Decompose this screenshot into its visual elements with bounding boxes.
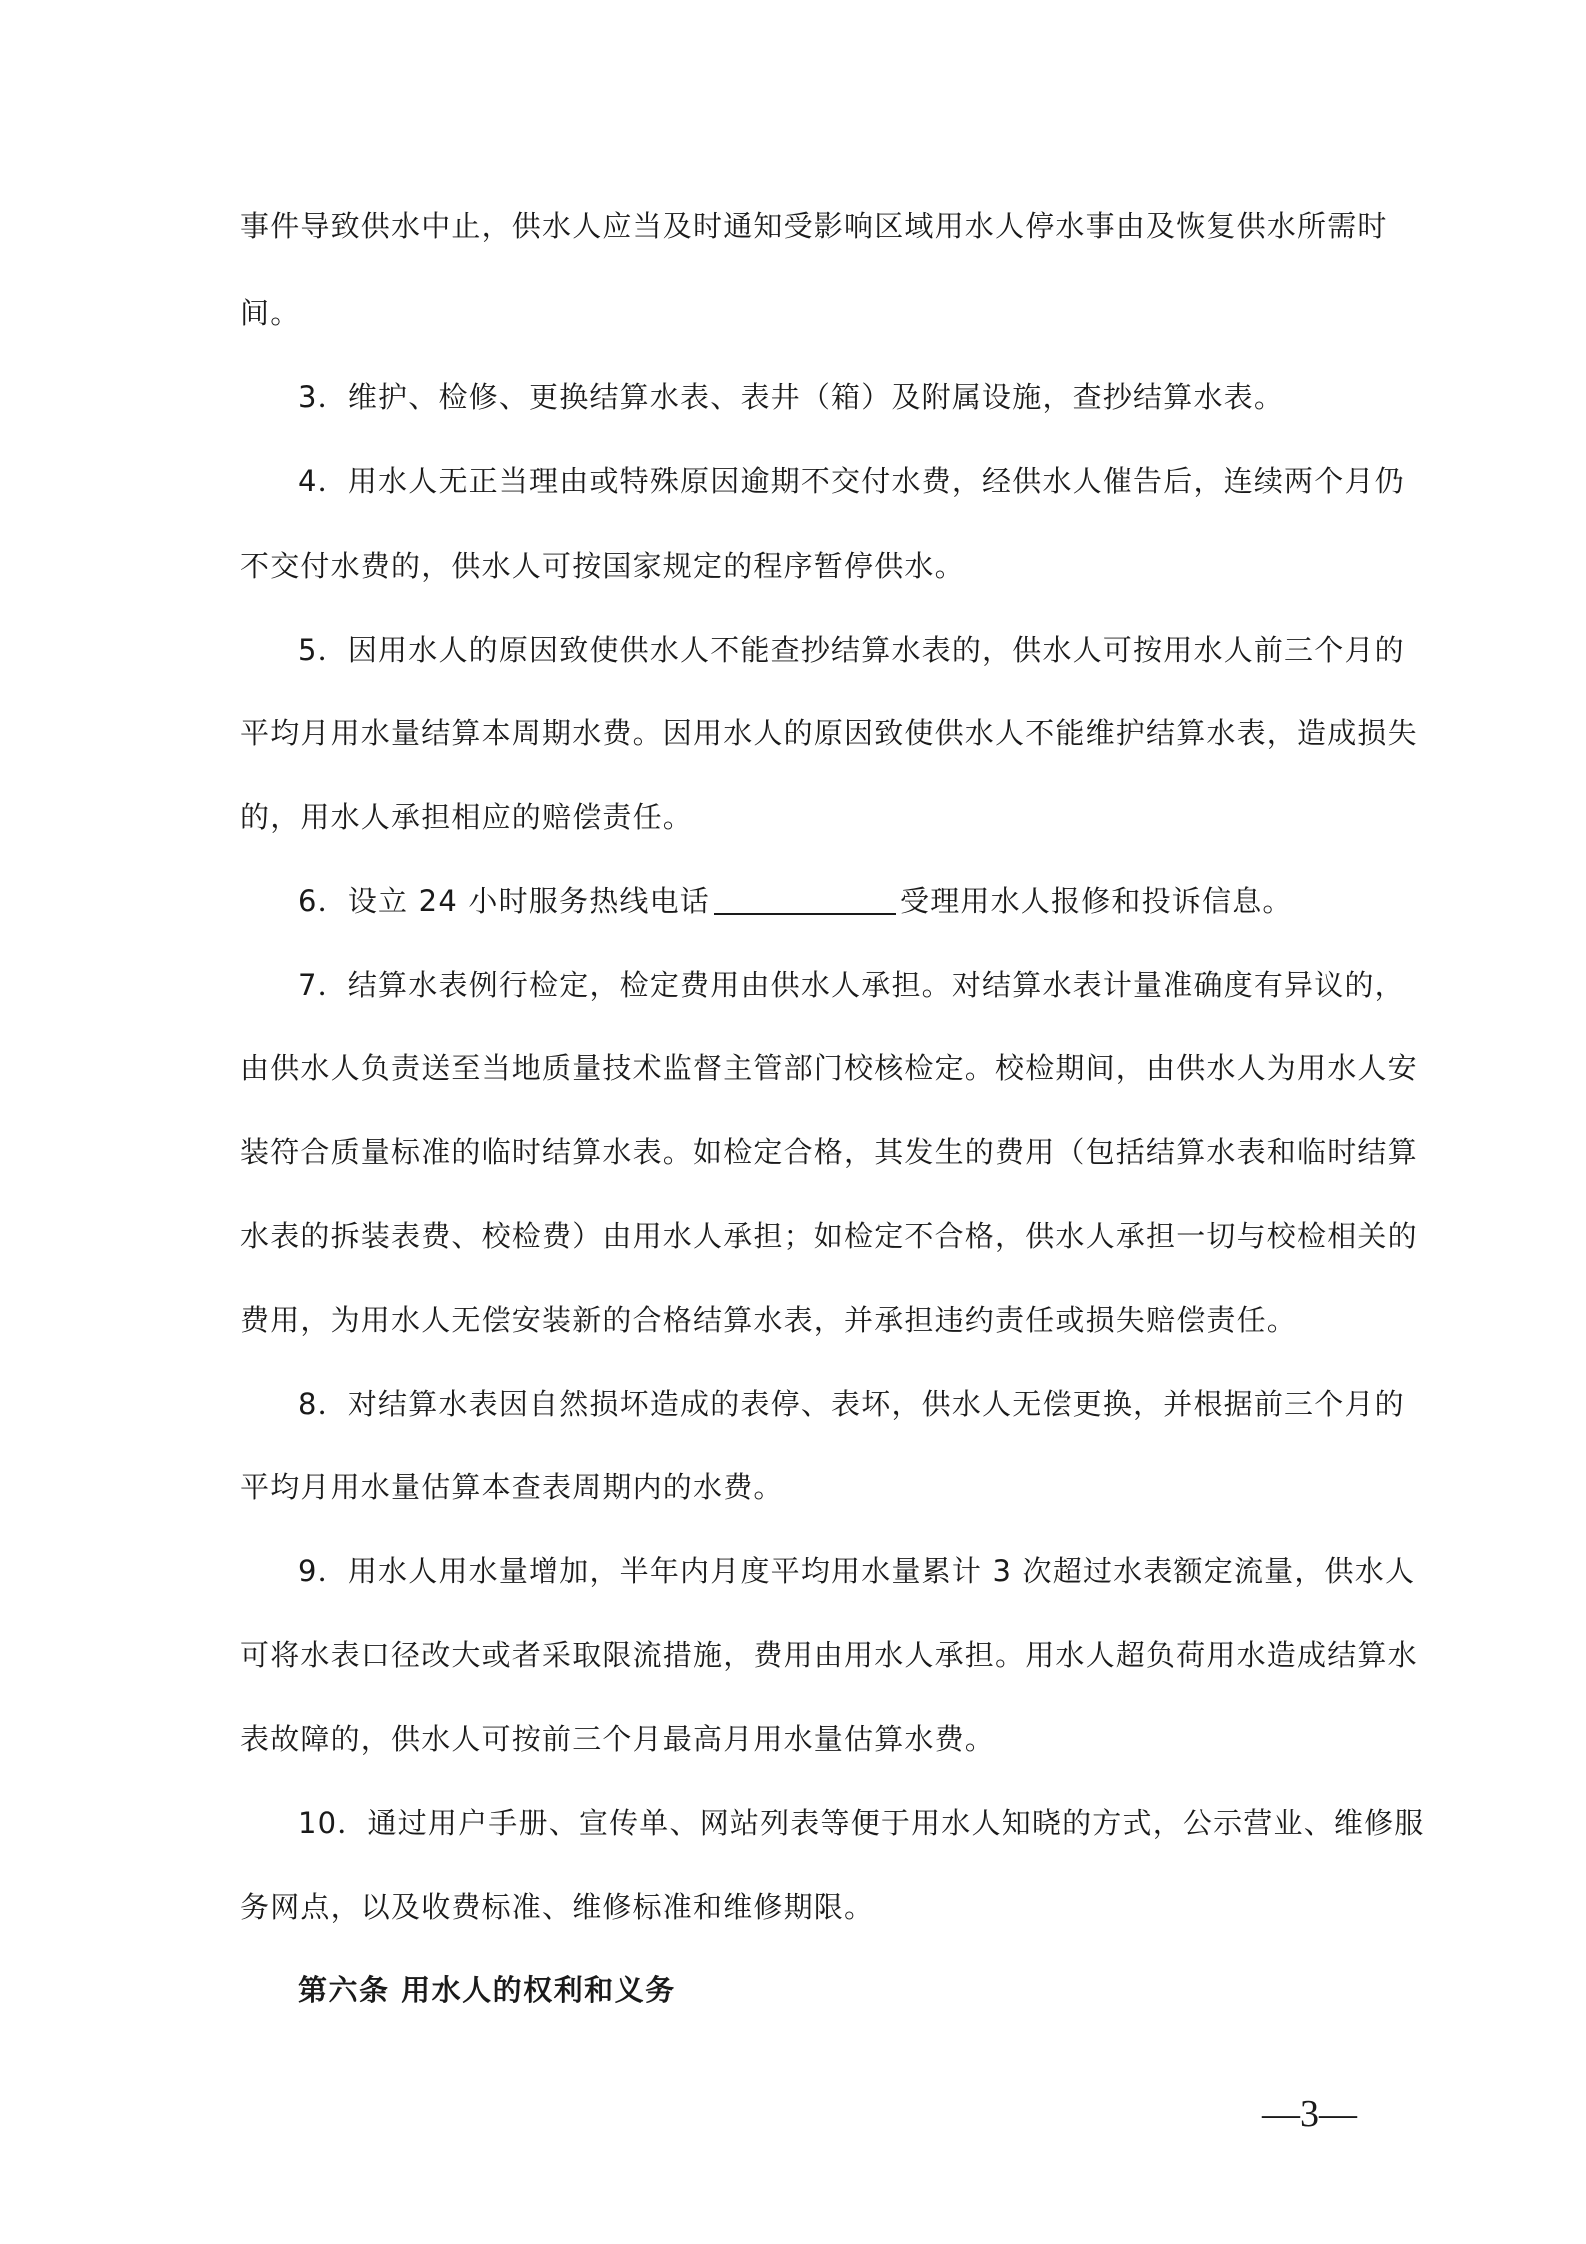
- paragraph-line: 可将水表口径改大或者采取限流措施，费用由用水人承担。用水人超负荷用水造成结算水: [240, 1638, 1418, 1672]
- paragraph-line: 务网点，以及收费标准、维修标准和维修期限。: [240, 1890, 875, 1924]
- paragraph-line: 4．用水人无正当理由或特殊原因逾期不交付水费，经供水人催告后，连续两个月仍: [298, 464, 1405, 498]
- paragraph-line: 表故障的，供水人可按前三个月最高月用水量估算水费。: [240, 1722, 996, 1756]
- paragraph-line: 不交付水费的，供水人可按国家规定的程序暂停供水。: [240, 549, 965, 583]
- paragraph-line: 的，用水人承担相应的赔偿责任。: [240, 800, 694, 834]
- page-number: —3—: [1262, 2093, 1357, 2135]
- paragraph-line: 装符合质量标准的临时结算水表。如检定合格，其发生的费用（包括结算水表和临时结算: [240, 1135, 1418, 1169]
- paragraph-line: 水表的拆装表费、校检费）由用水人承担；如检定不合格，供水人承担一切与校检相关的: [240, 1219, 1418, 1253]
- paragraph-line: 5．因用水人的原因致使供水人不能查抄结算水表的，供水人可按用水人前三个月的: [298, 633, 1405, 667]
- paragraph-line: 平均月用水量估算本查表周期内的水费。: [240, 1470, 784, 1504]
- paragraph-line: 8．对结算水表因自然损坏造成的表停、表坏，供水人无偿更换，并根据前三个月的: [298, 1387, 1405, 1421]
- hotline-blank-field: [714, 885, 896, 915]
- hotline-suffix: 受理用水人报修和投诉信息。: [900, 884, 1293, 918]
- paragraph-line: 由供水人负责送至当地质量技术监督主管部门校核检定。校检期间，由供水人为用水人安: [240, 1051, 1418, 1085]
- paragraph-line-with-blank: [298, 883, 1293, 919]
- paragraph-line: 9．用水人用水量增加，半年内月度平均用水量累计 3 次超过水表额定流量，供水人: [298, 1554, 1416, 1588]
- paragraph-line: 事件导致供水中止，供水人应当及时通知受影响区域用水人停水事由及恢复供水所需时: [240, 209, 1388, 243]
- paragraph-line: 7．结算水表例行检定，检定费用由供水人承担。对结算水表计量准确度有异议的，: [298, 968, 1405, 1002]
- article-heading: 第六条 用水人的权利和义务: [298, 1973, 676, 2007]
- paragraph-line: 间。: [240, 296, 301, 330]
- paragraph-line: 平均月用水量结算本周期水费。因用水人的原因致使供水人不能维护结算水表，造成损失: [240, 716, 1418, 750]
- paragraph-line: 费用，为用水人无偿安装新的合格结算水表，并承担违约责任或损失赔偿责任。: [240, 1303, 1298, 1337]
- paragraph-line: 10．通过用户手册、宣传单、网站列表等便于用水人知晓的方式，公示营业、维修服: [298, 1806, 1425, 1840]
- paragraph-line: 3．维护、检修、更换结算水表、表井（箱）及附属设施，查抄结算水表。: [298, 380, 1285, 414]
- hotline-label: 6．设立 24 小时服务热线电话: [298, 884, 710, 918]
